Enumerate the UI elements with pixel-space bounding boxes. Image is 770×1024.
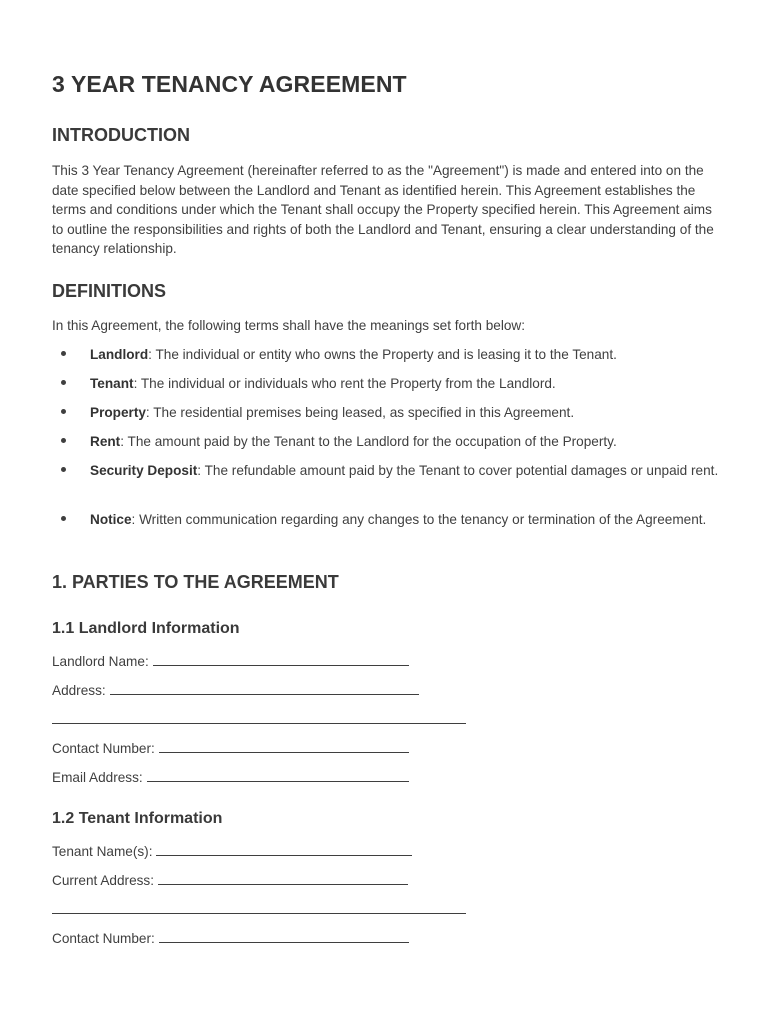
definition-text: : The refundable amount paid by the Tenant to cover potential damages or unpaid rent. (197, 463, 719, 478)
bullet-icon (61, 380, 66, 385)
tenant-contact-field (52, 928, 409, 948)
tenant-contact-input[interactable] (159, 928, 409, 943)
tenant-name-input[interactable] (156, 841, 412, 856)
landlord-email-field (52, 767, 409, 787)
definition-text: : Written communication regarding any changes to the tenancy or termination of the Agreement. (131, 512, 707, 527)
landlord-address-input-2[interactable] (52, 709, 466, 724)
tenant-info-heading: 1.2 Tenant Information (52, 810, 223, 827)
landlord-name-input[interactable] (153, 651, 409, 666)
definition-text: : The individual or entity who owns the Property and is leasing it to the Tenant. (148, 347, 617, 362)
definition-text: : The residential premises being leased, as specified in this Agreement. (145, 405, 575, 420)
tenant-address-label: Current Address: (52, 873, 154, 888)
bullet-icon (61, 467, 66, 472)
tenant-address-field (52, 870, 408, 890)
definition-term: Rent (90, 434, 121, 449)
introduction-text: This 3 Year Tenancy Agreement (hereinafter referred to as the "Agreement") is made and entered into on the date specified below between the Landlord and Tenant as identified herein. This Agreement establishes the terms and conditions under which the Tenant shall occupy the Property specified herein. This Agreement aims to outline the responsibilities and rights of both the Landlord and Tenant, ensuring a clear understanding of the tenancy relationship. (52, 163, 714, 257)
landlord-email-label: Email Address: (52, 770, 143, 785)
landlord-info-heading: 1.1 Landlord Information (52, 620, 240, 637)
definitions-intro: In this Agreement, the following terms shall have the meanings set forth below: (52, 318, 526, 333)
bullet-icon (61, 409, 66, 414)
parties-heading: 1. PARTIES TO THE AGREEMENT (52, 572, 339, 592)
tenant-address-line-2 (52, 899, 466, 919)
tenant-address-input-2[interactable] (52, 899, 466, 914)
tenant-address-input[interactable] (158, 870, 408, 885)
bullet-icon (61, 438, 66, 443)
landlord-contact-field (52, 738, 409, 758)
definition-term: Notice (90, 512, 132, 527)
landlord-name-label: Landlord Name: (52, 654, 149, 669)
landlord-contact-input[interactable] (159, 738, 409, 753)
landlord-address-input[interactable] (110, 680, 419, 695)
landlord-address-label: Address: (52, 683, 106, 698)
definition-text: : The individual or individuals who rent the Property from the Landlord. (133, 376, 556, 391)
tenant-name-field (52, 841, 412, 861)
landlord-contact-label: Contact Number: (52, 741, 155, 756)
definitions-heading: DEFINITIONS (52, 281, 167, 301)
introduction-heading: INTRODUCTION (52, 125, 190, 145)
landlord-address-line-2 (52, 709, 466, 729)
tenant-name-label: Tenant Name(s): (52, 844, 153, 859)
definition-term: Tenant (90, 376, 134, 391)
bullet-icon (61, 516, 66, 521)
definition-term: Landlord (90, 347, 149, 362)
definition-text: : The amount paid by the Tenant to the Landlord for the occupation of the Property. (120, 434, 617, 449)
landlord-address-field (52, 680, 419, 700)
definition-term: Security Deposit (90, 463, 198, 478)
definition-term: Property (90, 405, 146, 420)
landlord-email-input[interactable] (147, 767, 409, 782)
tenant-contact-label: Contact Number: (52, 931, 155, 946)
document-title: 3 YEAR TENANCY AGREEMENT (52, 71, 407, 97)
bullet-icon (61, 351, 66, 356)
landlord-name-field (52, 651, 409, 671)
